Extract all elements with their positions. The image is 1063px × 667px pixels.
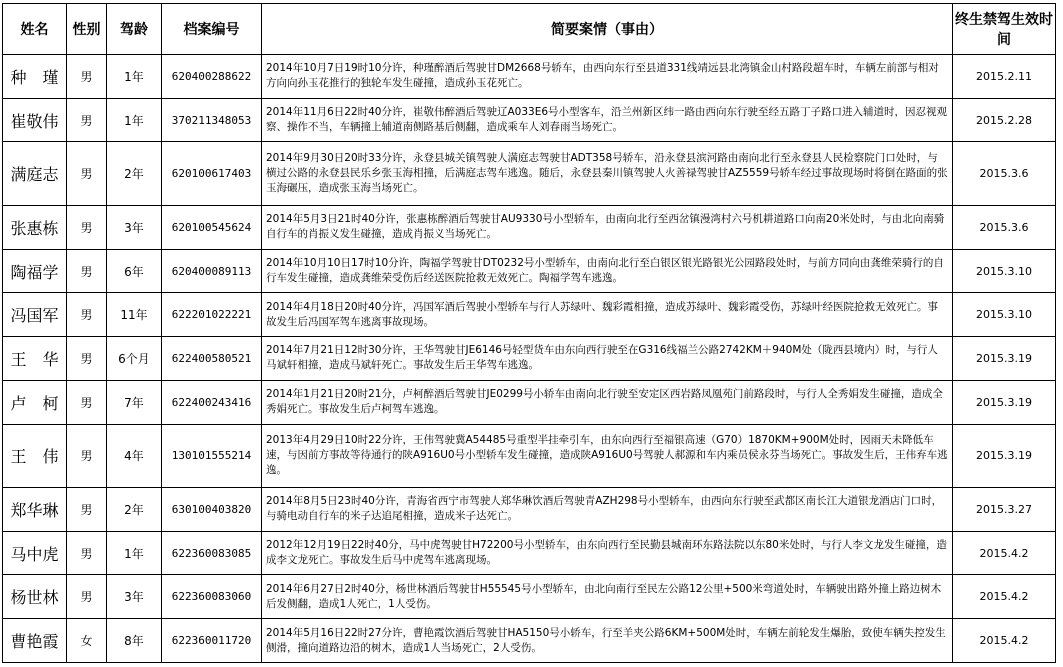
driver-gender: 男 xyxy=(67,293,107,337)
driver-name: 王 华 xyxy=(3,337,67,381)
driver-gender: 男 xyxy=(67,337,107,381)
header-gender: 性别 xyxy=(67,4,107,55)
archive-number: 622400243416 xyxy=(162,380,262,424)
driving-years: 3年 xyxy=(107,205,162,249)
driver-gender: 男 xyxy=(67,205,107,249)
driver-gender: 男 xyxy=(67,531,107,575)
driver-gender: 男 xyxy=(67,380,107,424)
driver-name: 张惠栋 xyxy=(3,205,67,249)
case-summary: 2014年6月27日2时40分，杨世林酒后驾驶甘H55545号小型轿车，由北向南行至民左公路12公里+500米弯道处时，车辆驶出路外撞上路边树木后发侧翻，造成1人死亡，1人受伤。 xyxy=(262,575,953,619)
driving-years: 1年 xyxy=(107,531,162,575)
table-row xyxy=(3,337,1056,381)
driving-years: 6年 xyxy=(107,249,162,293)
table-row xyxy=(3,380,1056,424)
archive-number: 620400288622 xyxy=(162,55,262,99)
case-summary: 2014年4月18日20时40分许，冯国军酒后驾驶小型轿车与行人苏绿叶、魏彩霞相撞，造成苏绿叶、魏彩霞受伤，苏绿叶经医院抢救无效死亡。事故发生后冯国军驾车逃离事故现场。 xyxy=(262,293,953,337)
archive-number: 630100403820 xyxy=(162,488,262,532)
driving-years: 6个月 xyxy=(107,337,162,381)
archive-number: 622360083060 xyxy=(162,575,262,619)
driver-name: 卢 柯 xyxy=(3,380,67,424)
driver-name: 马中虎 xyxy=(3,531,67,575)
table-row xyxy=(3,619,1056,663)
table-row xyxy=(3,55,1056,99)
case-summary: 2014年7月21日12时30分许，王华驾驶甘JE6146号轻型货车由东向西行驶至在G316线福兰公路2742KM＋940M处（陇西县境内）时，与行人马斌轩相撞，造成马斌轩死亡。事故发生后王华驾车逃逸。 xyxy=(262,337,953,381)
driving-years: 2年 xyxy=(107,142,162,206)
case-summary: 2014年11月6日22时40分许，崔敬伟醉酒后驾驶辽A033E6号小型客车，沿兰州新区纬一路由西向东行驶至经五路丁子路口进入辅道时，因忍视观察、操作不当，车辆撞上辅道南侧路基后侧翻，造成乘车人刘春雨当场死亡。 xyxy=(262,98,953,142)
driver-gender: 女 xyxy=(67,619,107,663)
effective-date: 2015.3.6 xyxy=(953,205,1056,249)
table-row xyxy=(3,293,1056,337)
driver-name: 郑华琳 xyxy=(3,488,67,532)
effective-date: 2015.4.2 xyxy=(953,575,1056,619)
driving-years: 4年 xyxy=(107,424,162,488)
driver-gender: 男 xyxy=(67,424,107,488)
driver-name: 种 瑾 xyxy=(3,55,67,99)
effective-date: 2015.4.2 xyxy=(953,619,1056,663)
driver-gender: 男 xyxy=(67,142,107,206)
ban-list-table xyxy=(2,3,1056,663)
header-row xyxy=(3,4,1056,55)
table-row xyxy=(3,575,1056,619)
case-summary: 2014年9月30日20时33分许，永登县城关镇驾驶人满庭志驾驶甘ADT358号轿车，沿永登县滨河路由南向北行至永登县人民检察院门口处时，与横过公路的永登县民乐乡张玉海相撞，后满庭志驾车逃逸。随后，永登县秦川镇驾驶人火善禄驾驶甘AZ5559号轿车经过事故现场时将倒在路面的张玉海碾压，造成张玉海当场死亡。 xyxy=(262,142,953,206)
driver-gender: 男 xyxy=(67,488,107,532)
driver-gender: 男 xyxy=(67,98,107,142)
effective-date: 2015.4.2 xyxy=(953,531,1056,575)
driver-name: 崔敬伟 xyxy=(3,98,67,142)
effective-date: 2015.3.19 xyxy=(953,424,1056,488)
driving-years: 1年 xyxy=(107,98,162,142)
header-years: 驾龄 xyxy=(107,4,162,55)
effective-date: 2015.2.28 xyxy=(953,98,1056,142)
case-summary: 2014年8月5日23时40分许，青海省西宁市驾驶人郑华琳饮酒后驾驶青AZH298号小型轿车，由西向东行驶至武都区南长江大道银龙酒店门口时，与骑电动自行车的米子达追尾相撞，造成米子达死亡。 xyxy=(262,488,953,532)
case-summary: 2014年10月10日17时10分许，陶福学驾驶甘DT0232号小型轿车，由南向北行至白银区银光路银光公园路段处时，与前方同向由龚维荣骑行的自行车发生碰撞，造成龚维荣受伤后经送医院抢救无效死亡。陶福学驾车逃逸。 xyxy=(262,249,953,293)
case-summary: 2012年12月19日22时40分，马中虎驾驶甘H72200号小型轿车，由东向西行至民勤县城南环东路法院以东80米处时，与行人李文龙发生碰撞，造成李文龙死亡。事故发生后马中虎驾车逃离现场。 xyxy=(262,531,953,575)
table-row xyxy=(3,205,1056,249)
archive-number: 622360011720 xyxy=(162,619,262,663)
driver-name: 曹艳霞 xyxy=(3,619,67,663)
driver-name: 冯国军 xyxy=(3,293,67,337)
driver-name: 陶福学 xyxy=(3,249,67,293)
header-effective: 终生禁驾生效时间 xyxy=(953,4,1056,55)
case-summary: 2014年10月7日19时10分许，种瑾醉酒后驾驶甘DM2668号轿车，由西向东行至县道331线靖远县北湾镇金山村路段超车时，车辆左前部与相对方向向孙玉花推行的独轮车发生碰撞，造成孙玉花死亡。 xyxy=(262,55,953,99)
driver-gender: 男 xyxy=(67,575,107,619)
archive-number: 620100617403 xyxy=(162,142,262,206)
driver-name: 杨世林 xyxy=(3,575,67,619)
effective-date: 2015.3.10 xyxy=(953,249,1056,293)
driving-years: 11年 xyxy=(107,293,162,337)
effective-date: 2015.3.19 xyxy=(953,337,1056,381)
case-summary: 2013年4月29日10时22分许，王伟驾驶冀A54485号重型半挂牵引车，由东向西行至福银高速（G70）1870KM+900M处时，因雨天未降低车速，与因前方事故等待通行的陕A916U0号小型轿车发生碰撞，造成陕A916U0号驾驶人郝源和车内乘员侯永芬当场死亡。事故发生后，王伟弃车逃逸。 xyxy=(262,424,953,488)
archive-number: 620400089113 xyxy=(162,249,262,293)
table-row xyxy=(3,98,1056,142)
archive-number: 370211348053 xyxy=(162,98,262,142)
table-row xyxy=(3,531,1056,575)
driving-years: 8年 xyxy=(107,619,162,663)
driver-name: 王 伟 xyxy=(3,424,67,488)
driving-years: 3年 xyxy=(107,575,162,619)
effective-date: 2015.2.11 xyxy=(953,55,1056,99)
table-row xyxy=(3,488,1056,532)
driving-years: 7年 xyxy=(107,380,162,424)
driving-years: 1年 xyxy=(107,55,162,99)
table-row xyxy=(3,142,1056,206)
header-name: 姓名 xyxy=(3,4,67,55)
case-summary: 2014年1月21日20时21分，卢柯醉酒后驾驶甘JE0299号小轿车由南向北行驶至安定区西岩路凤凰苑门前路段时，与行人全秀娟发生碰撞，造成全秀娟死亡。事故发生后卢柯驾车逃逸。 xyxy=(262,380,953,424)
table-row xyxy=(3,424,1056,488)
archive-number: 620100545624 xyxy=(162,205,262,249)
archive-number: 622201022221 xyxy=(162,293,262,337)
driving-years: 2年 xyxy=(107,488,162,532)
effective-date: 2015.3.6 xyxy=(953,142,1056,206)
archive-number: 622400580521 xyxy=(162,337,262,381)
effective-date: 2015.3.10 xyxy=(953,293,1056,337)
header-case: 简要案情（事由） xyxy=(262,4,953,55)
driver-gender: 男 xyxy=(67,249,107,293)
header-archive: 档案编号 xyxy=(162,4,262,55)
table-row xyxy=(3,249,1056,293)
archive-number: 130101555214 xyxy=(162,424,262,488)
case-summary: 2014年5月16日22时27分许，曹艳霞饮酒后驾驶甘HA5150号小轿车，行至羊夹公路6KM+500M处时，车辆左前轮发生爆胎，致使车辆失控发生侧滑，撞向道路边沿的树木，造成1人当场死亡，2人受伤。 xyxy=(262,619,953,663)
driver-gender: 男 xyxy=(67,55,107,99)
case-summary: 2014年5月3日21时40分许，张惠栋醉酒后驾驶甘AU9330号小型轿车，由南向北行至西岔镇漫湾村六号机耕道路口向南20米处时，与由北向南骑自行车的肖振义发生碰撞，造成肖振义当场死亡。 xyxy=(262,205,953,249)
driver-name: 满庭志 xyxy=(3,142,67,206)
effective-date: 2015.3.27 xyxy=(953,488,1056,532)
archive-number: 622360083085 xyxy=(162,531,262,575)
effective-date: 2015.3.19 xyxy=(953,380,1056,424)
